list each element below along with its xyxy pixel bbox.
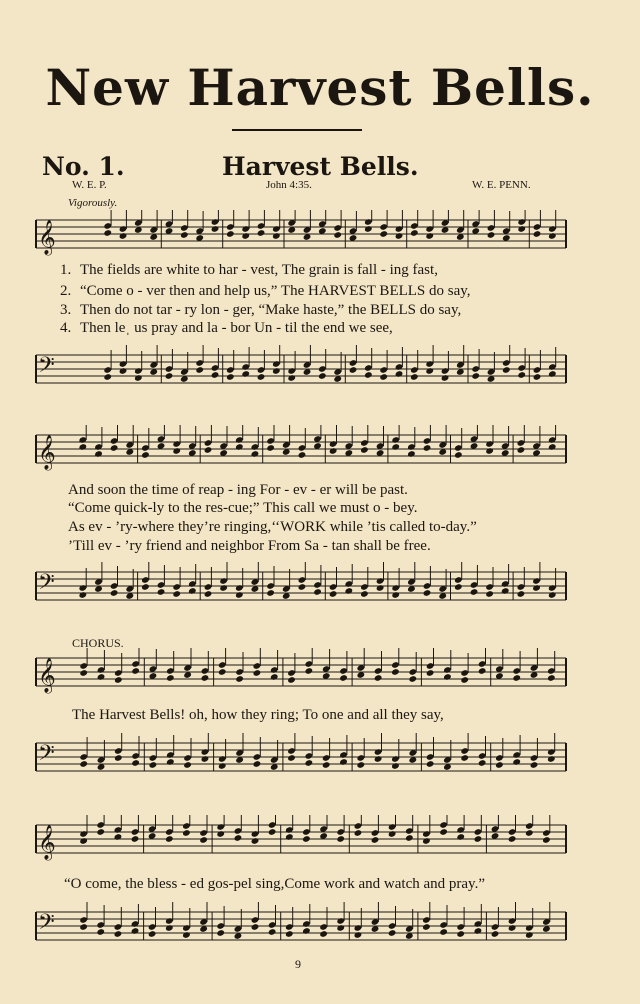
note-head xyxy=(257,229,266,237)
note-head xyxy=(391,668,400,676)
note-head xyxy=(391,443,400,451)
note-head xyxy=(78,443,87,451)
note-head xyxy=(439,828,448,836)
note-head xyxy=(141,451,150,459)
note-head xyxy=(388,830,397,838)
note-head xyxy=(226,230,235,238)
note-head xyxy=(405,834,414,842)
note-head xyxy=(218,762,227,770)
note-head xyxy=(285,833,294,841)
note-head xyxy=(226,373,235,381)
note-head xyxy=(172,447,181,455)
note-head xyxy=(199,836,208,844)
note-head xyxy=(96,828,105,836)
note-head xyxy=(79,760,88,768)
verse-line-4a: 4. Then leˌ us pray and la - bor Un - til the end we see, xyxy=(60,320,393,336)
note-head xyxy=(501,587,510,595)
note-head xyxy=(287,374,296,382)
note-head xyxy=(487,231,496,239)
treble-clef-icon: 𝄞 xyxy=(38,435,56,470)
note-head xyxy=(211,225,220,233)
title-rule xyxy=(232,129,362,131)
note-head xyxy=(422,923,431,931)
page-number: 9 xyxy=(295,957,301,971)
verse-line-2b: “Come quick-ly to the res-cue;” This call we must o - bey. xyxy=(68,500,418,516)
note-head xyxy=(131,759,140,767)
verse-line-3b: As ev - ’ry-where they’re ringing,‘‘WORK while ’tis called to-day.” xyxy=(68,519,477,535)
note-head xyxy=(131,835,140,843)
note-head xyxy=(422,837,431,845)
note-head xyxy=(131,927,140,935)
note-head xyxy=(532,584,541,592)
verse-line-1a: 1. The fields are white to har - vest, The grain is fall - ing fast, xyxy=(60,262,438,278)
note-head xyxy=(530,761,539,769)
note-head xyxy=(110,589,119,597)
note-head xyxy=(272,367,281,375)
note-head xyxy=(204,446,213,454)
note-head xyxy=(119,232,128,240)
note-head xyxy=(96,928,105,936)
note-head xyxy=(114,833,123,841)
verse-line-4b: ’Till ev - ’ry friend and neighbor From Sa - tan shall be free. xyxy=(68,538,431,554)
bass-staff-system-2 xyxy=(0,562,640,612)
note-head xyxy=(426,760,435,768)
note-head xyxy=(388,929,397,937)
note-head xyxy=(149,761,158,769)
note-head xyxy=(211,371,220,379)
note-head xyxy=(474,835,483,843)
note-head xyxy=(114,676,123,684)
note-head xyxy=(491,930,500,938)
note-head xyxy=(339,758,348,766)
note-head xyxy=(97,673,106,681)
note-head xyxy=(182,829,191,837)
note-head xyxy=(339,674,348,682)
music-credit: W. E. PENN. xyxy=(472,179,531,191)
note-head xyxy=(548,591,557,599)
note-head xyxy=(234,834,243,842)
note-head xyxy=(298,451,307,459)
note-head xyxy=(94,450,103,458)
note-head xyxy=(165,924,174,932)
note-head xyxy=(119,367,128,375)
note-head xyxy=(508,924,517,932)
hymn-title: Harvest Bells. xyxy=(222,152,419,181)
verse-line-3a: 3. Then do not tar - ry lon - ger, “Make haste,” the BELLS do say, xyxy=(60,302,462,318)
note-head xyxy=(298,583,307,591)
note-head xyxy=(441,374,450,382)
note-head xyxy=(512,674,521,682)
note-head xyxy=(360,590,369,598)
note-head xyxy=(329,590,338,598)
note-head xyxy=(517,446,526,454)
note-head xyxy=(103,229,112,237)
note-head xyxy=(374,755,383,763)
note-head xyxy=(216,929,225,937)
note-head xyxy=(425,367,434,375)
book-title: New Harvest Bells. xyxy=(45,58,595,117)
note-head xyxy=(471,372,480,380)
note-head xyxy=(443,673,452,681)
note-head xyxy=(114,930,123,938)
note-head xyxy=(364,225,373,233)
note-head xyxy=(166,674,175,682)
note-head xyxy=(502,366,511,374)
note-head xyxy=(329,447,338,455)
note-head xyxy=(257,373,266,381)
note-head xyxy=(134,374,143,382)
note-head xyxy=(408,675,417,683)
note-head xyxy=(395,232,404,240)
words-credit: W. E. P. xyxy=(72,179,107,191)
note-head xyxy=(251,450,260,458)
note-head xyxy=(395,370,404,378)
note-head xyxy=(266,589,275,597)
note-head xyxy=(114,754,123,762)
note-head xyxy=(287,754,296,762)
note-head xyxy=(188,587,197,595)
note-head xyxy=(304,667,313,675)
note-head xyxy=(157,588,166,596)
note-head xyxy=(79,923,88,931)
note-head xyxy=(517,371,526,379)
note-head xyxy=(165,372,174,380)
note-head xyxy=(251,923,260,931)
note-head xyxy=(266,444,275,452)
bass-clef-icon: 𝄢 xyxy=(38,353,55,383)
note-head xyxy=(219,584,228,592)
note-head xyxy=(456,930,465,938)
note-head xyxy=(542,836,551,844)
scripture-reference: John 4:35. xyxy=(266,179,312,191)
note-head xyxy=(547,674,556,682)
note-head xyxy=(376,584,385,592)
note-head xyxy=(533,230,542,238)
note-head xyxy=(512,758,521,766)
treble-staff-system-1 xyxy=(0,210,640,260)
note-head xyxy=(182,931,191,939)
note-head xyxy=(235,675,244,683)
note-head xyxy=(454,583,463,591)
note-head xyxy=(508,835,517,843)
bass-staff-system-1 xyxy=(0,345,640,395)
note-head xyxy=(525,829,534,837)
note-head xyxy=(423,589,432,597)
hymn-number: No. 1. xyxy=(42,152,125,181)
note-head xyxy=(391,591,400,599)
chorus-line-1: The Harvest Bells! oh, how they ring; To one and all they say, xyxy=(72,707,444,723)
note-head xyxy=(216,830,225,838)
note-head xyxy=(183,761,192,769)
note-head xyxy=(268,828,277,836)
note-head xyxy=(410,229,419,237)
note-head xyxy=(423,444,432,452)
note-head xyxy=(201,674,210,682)
note-head xyxy=(319,930,328,938)
treble-clef-icon: 𝄞 xyxy=(38,825,56,860)
note-head xyxy=(110,444,119,452)
note-head xyxy=(336,924,345,932)
treble-clef-icon: 𝄞 xyxy=(38,220,56,255)
note-head xyxy=(253,669,262,677)
note-head xyxy=(344,587,353,595)
note-head xyxy=(425,232,434,240)
note-head xyxy=(374,674,383,682)
note-head xyxy=(356,761,365,769)
note-head xyxy=(272,232,281,240)
verse-line-2a: 2. “Come o - ver then and help us,” The HARVEST BELLS do say, xyxy=(60,283,471,299)
note-head xyxy=(354,931,363,939)
note-head xyxy=(525,931,534,939)
note-head xyxy=(318,372,327,380)
note-head xyxy=(195,366,204,374)
treble-staff-system-2 xyxy=(0,425,640,475)
tempo-marking: Vigorously. xyxy=(68,197,118,209)
note-head xyxy=(268,928,277,936)
note-head xyxy=(166,758,175,766)
note-head xyxy=(379,373,388,381)
treble-staff-system-4 xyxy=(0,815,640,865)
note-head xyxy=(148,930,157,938)
note-head xyxy=(204,590,213,598)
note-head xyxy=(407,450,416,458)
note-head xyxy=(495,761,504,769)
note-head xyxy=(474,927,483,935)
note-head xyxy=(485,590,494,598)
treble-clef-icon: 𝄞 xyxy=(38,658,56,693)
note-head xyxy=(180,231,189,239)
note-head xyxy=(548,232,557,240)
note-head xyxy=(165,835,174,843)
note-head xyxy=(78,591,87,599)
bass-staff-system-4 xyxy=(0,902,640,952)
note-head xyxy=(547,755,556,763)
note-head xyxy=(478,759,487,767)
note-head xyxy=(285,930,294,938)
note-head xyxy=(336,835,345,843)
note-head xyxy=(460,754,469,762)
note-head xyxy=(218,668,227,676)
note-head xyxy=(354,829,363,837)
note-head xyxy=(470,588,479,596)
note-head xyxy=(313,588,322,596)
bass-clef-icon: 𝄢 xyxy=(38,570,55,600)
note-head xyxy=(241,370,250,378)
chorus-label: CHORUS. xyxy=(72,636,124,650)
note-head xyxy=(287,676,296,684)
note-head xyxy=(241,232,250,240)
note-head xyxy=(533,373,542,381)
note-head xyxy=(103,373,112,381)
note-head xyxy=(485,447,494,455)
note-head xyxy=(79,669,88,677)
note-head xyxy=(302,835,311,843)
note-head xyxy=(454,451,463,459)
note-head xyxy=(304,759,313,767)
note-head xyxy=(410,373,419,381)
note-head xyxy=(548,443,557,451)
bass-staff-system-3 xyxy=(0,733,640,783)
note-head xyxy=(322,761,331,769)
note-head xyxy=(235,591,244,599)
verse-line-1b: And soon the time of reap - ing For - ev - er will be past. xyxy=(68,482,408,498)
note-head xyxy=(379,230,388,238)
bass-clef-icon: 𝄢 xyxy=(38,741,55,771)
note-head xyxy=(517,590,526,598)
bass-clef-icon: 𝄢 xyxy=(38,910,55,940)
note-head xyxy=(439,928,448,936)
note-head xyxy=(426,669,435,677)
note-head xyxy=(333,231,342,239)
note-head xyxy=(360,446,369,454)
note-head xyxy=(460,676,469,684)
note-head xyxy=(251,837,260,845)
note-head xyxy=(517,225,526,233)
note-head xyxy=(253,760,262,768)
note-head xyxy=(131,667,140,675)
note-head xyxy=(371,836,380,844)
chorus-line-2: “O come, the bless - ed gos-pel sing,Come work and watch and pray.” xyxy=(64,876,485,892)
note-head xyxy=(270,673,279,681)
treble-staff-system-3 xyxy=(0,648,640,698)
note-head xyxy=(548,370,557,378)
note-head xyxy=(141,583,150,591)
note-head xyxy=(391,762,400,770)
note-head xyxy=(235,443,244,451)
note-head xyxy=(456,833,465,841)
note-head xyxy=(201,755,210,763)
note-head xyxy=(302,927,311,935)
note-head xyxy=(478,667,487,675)
note-head xyxy=(79,837,88,845)
note-head xyxy=(364,371,373,379)
note-head xyxy=(172,590,181,598)
note-head xyxy=(349,366,358,374)
